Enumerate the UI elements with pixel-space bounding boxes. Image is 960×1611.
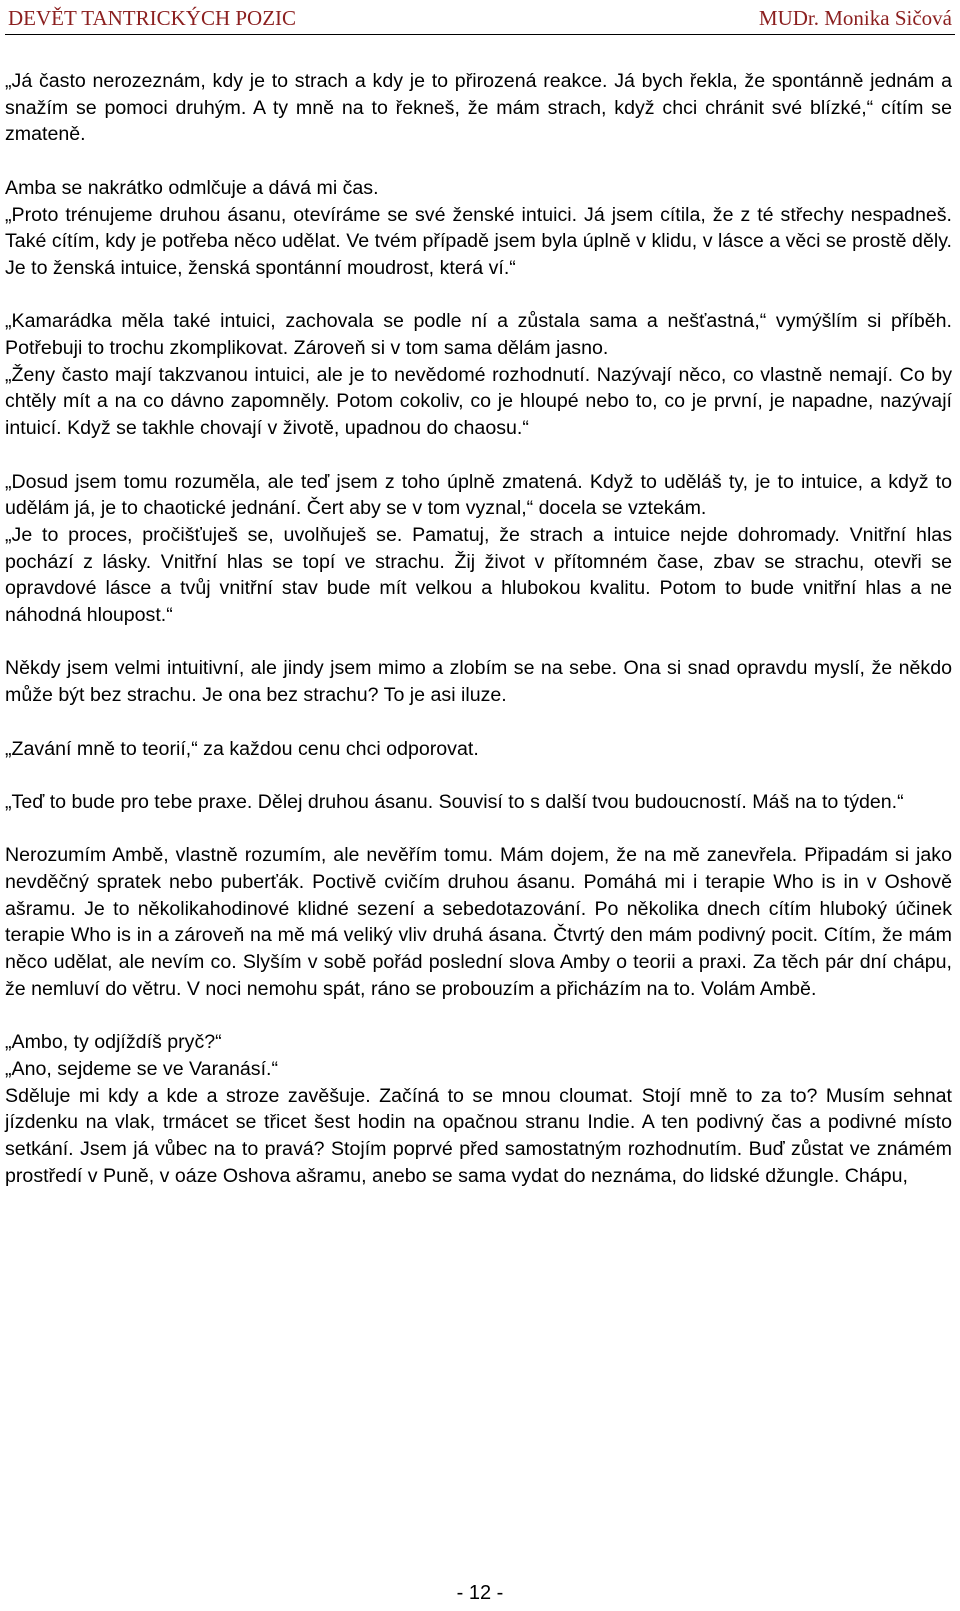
paragraph: „Ano, sejdeme se ve Varanásí.“ <box>5 1057 278 1080</box>
paragraph: „Proto trénujeme druhou ásanu, otevíráme se své ženské intuici. Já jsem cítila, že z té střechy nespadneš. Také cítím, kdy je potřeba něco udělat. Ve tvém případě jsem byla úplně v klidu, v lásce a věci se prostě děly. Je to ženská intuice, ženská spontánní moudrost, která ví.“ <box>5 203 952 279</box>
paragraph: „Je to proces, pročišťuješ se, uvolňuješ se. Pamatuj, že strach a intuice nejde dohromady. Vnitřní hlas pochází z lásky. Vnitřní hlas se topí ve strachu. Žij život v přítomném čase, zbav se strachu, otevři se opravdové lásce a tvůj vnitřní stav bude mít velkou a hlubokou kvalitu. Potom to bude vnitřní hlas a ne náhodná hloupost.“ <box>5 523 952 627</box>
running-header <box>5 2 955 35</box>
paragraph: Nerozumím Ambě, vlastně rozumím, ale nevěřím tomu. Mám dojem, že na mě zanevřela. Připadám si jako nevděčný spratek nebo puberťák. Poctivě cvičím druhou ásanu. Pomáhá mi i terapie Who is in v Oshově ašramu. Je to několikahodinové klidné sezení a sebedotazování. Po několika dnech cítím hluboký účinek terapie Who is in a zároveň na mě má veliký vliv druhá ásana. Čtvrtý den mám podivný pocit. Cítím, že mám něco udělat, ale nevím co. Slyším v sobě pořád poslední slova Amby o teorii a praxi. Za těch pár dní chápu, že nemluví do větru. V noci nemohu spát, ráno se probouzím a přicházím na to. Volám Ambě. <box>5 844 952 1000</box>
author-name: MUDr. Monika Sičová <box>758 6 952 30</box>
paragraph: „Dosud jsem tomu rozuměla, ale teď jsem z toho úplně zmatená. Když to uděláš ty, je to intuice, a když to udělám já, je to chaotické jednání. Čert aby se v tom vyznal,“ docela se vztekám. <box>5 470 952 520</box>
book-title: DEVĚT TANTRICKÝCH POZIC <box>8 6 297 30</box>
paragraph: „Zavání mně to teorií,“ za každou cenu chci odporovat. <box>5 737 479 760</box>
paragraph: „Kamarádka měla také intuici, zachovala se podle ní a zůstala sama a nešťastná,“ vymýšlím si příběh. Potřebuji to trochu zkomplikovat. Zároveň si v tom sama dělám jasno. <box>5 310 952 359</box>
paragraph: „Ambo, ty odjíždíš pryč?“ <box>5 1031 222 1054</box>
paragraph: Amba se nakrátko odmlčuje a dává mi čas. <box>5 176 379 199</box>
paragraph: Někdy jsem velmi intuitivní, ale jindy jsem mimo a zlobím se na sebe. Ona si snad opravdu myslí, že někdo může být bez strachu. Je ona bez strachu? To je asi iluze. <box>5 657 952 707</box>
page-number: - 12 - <box>456 1582 504 1604</box>
paragraph: „Teď to bude pro tebe praxe. Dělej druhou ásanu. Souvisí to s další tvou budoucností. Máš na to týden.“ <box>5 790 904 813</box>
page-body <box>5 68 952 1189</box>
paragraph: „Já často nerozeznám, kdy je to strach a kdy je to přirozená reakce. Já bych řekla, že spontánně jednám a snažím se pomoci druhým. A ty mně na to řekneš, že mám strach, když chci chránit své blízké,“ cítím se zmateně. <box>5 70 952 146</box>
paragraph: „Ženy často mají takzvanou intuici, ale je to nevědomé rozhodnutí. Nazývají něco, co vlastně nemají. Co by chtěly mít a na co dávno zapomněly. Potom cokoliv, co je hloupé nebo to, co je první, je napadne, nazývají intuicí. Když se takhle chovají v životě, upadnou do chaosu.“ <box>5 363 952 440</box>
paragraph: Sděluje mi kdy a kde a stroze zavěšuje. Začíná to se mnou cloumat. Stojí mně to za to? Musím sehnat jízdenku na vlak, trmácet se třicet šest hodin na opačnou stranu Indie. A ten podivný čas a podivné místo setkání. Jsem já vůbec na to pravá? Stojím poprvé před samostatným rozhodnutím. Buď zůstat ve známém prostředí v Puně, v oáze Oshova ašramu, anebo se sama vydat do neznáma, do lidské džungle. Chápu, <box>5 1084 952 1187</box>
